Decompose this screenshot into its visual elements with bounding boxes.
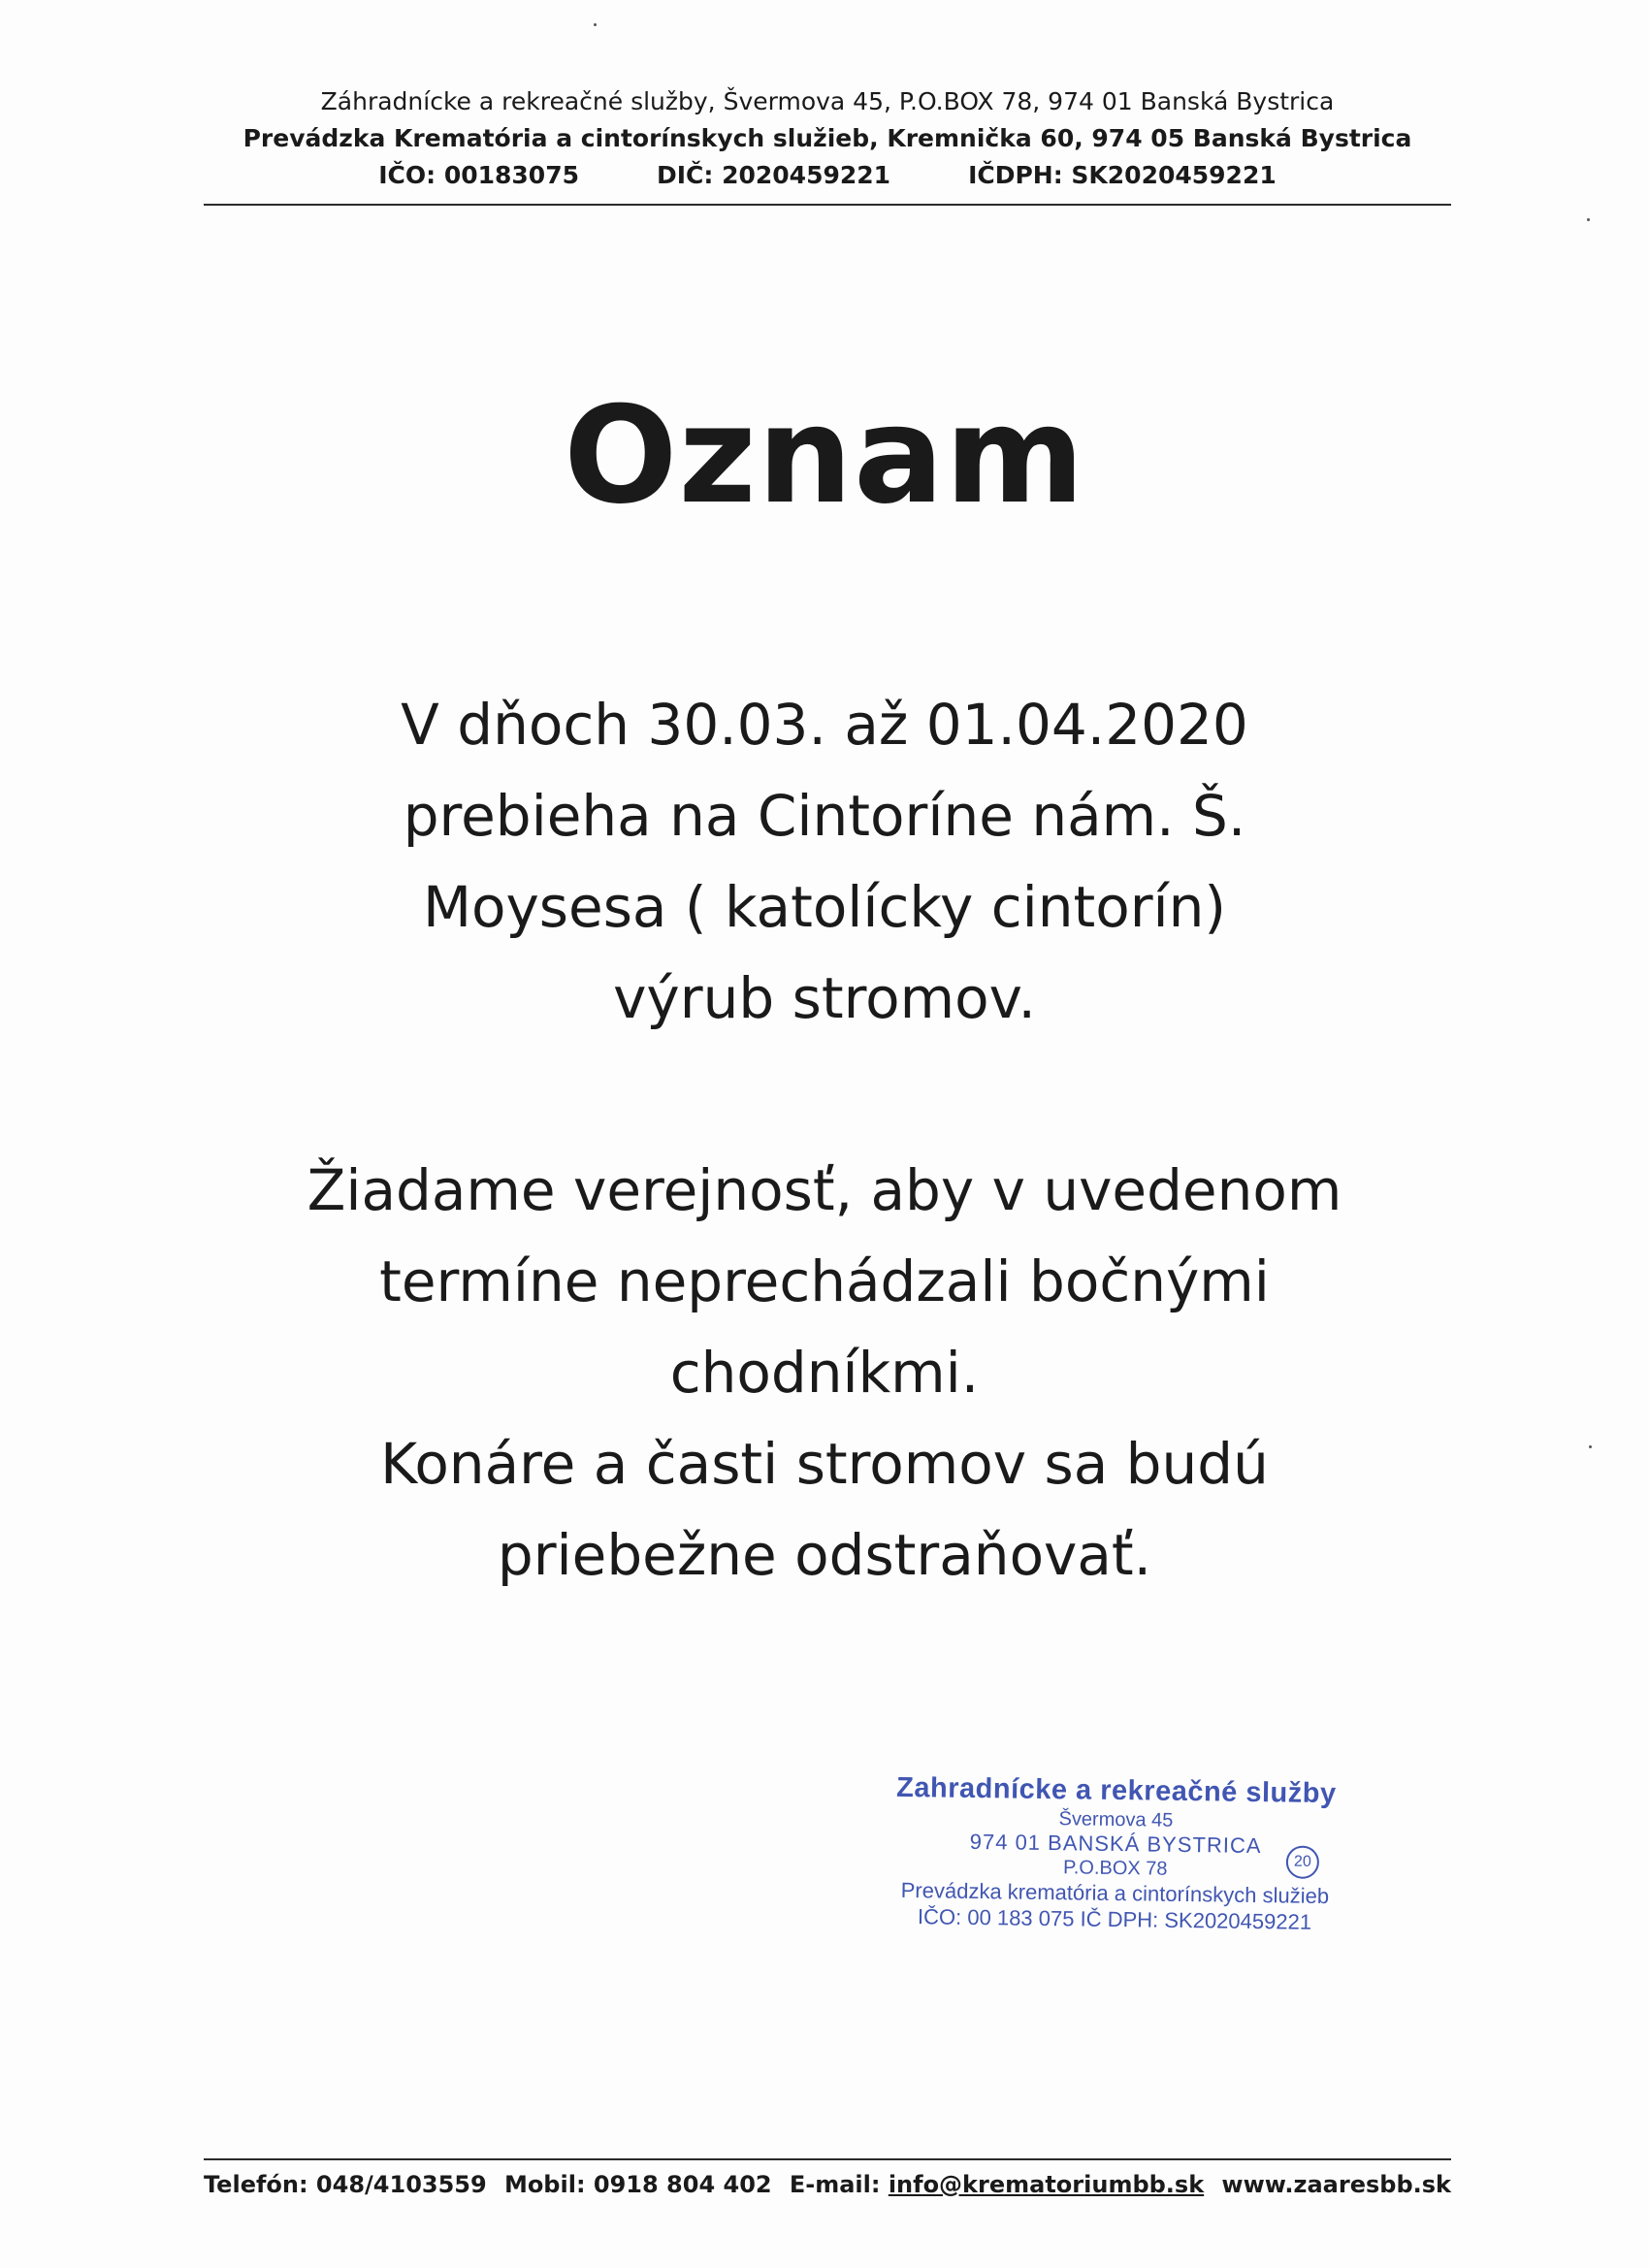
footer-divider — [204, 2158, 1451, 2160]
letterhead-ids — [204, 157, 1451, 194]
paragraph-line: prebieha na Cintoríne nám. Š. — [403, 783, 1246, 849]
paragraph-line: Moysesa ( katolícky cintorín) — [422, 874, 1227, 940]
stamp-facility: Prevádzka krematória a cintorínskych služieb — [900, 1877, 1330, 1909]
footer-phone: Telefón: 048/4103559 — [204, 2171, 487, 2198]
paragraph-line: Žiadame verejnosť, aby v uvedenom — [307, 1157, 1342, 1223]
paragraph-line: termíne neprechádzali bočnými — [379, 1248, 1270, 1314]
notice-title: Oznam — [564, 377, 1085, 534]
header-divider — [204, 204, 1451, 206]
footer-contacts — [204, 2167, 1451, 2202]
paragraph-line: priebežne odstraňovať. — [497, 1522, 1152, 1588]
letterhead — [204, 83, 1451, 194]
paragraph-line: chodníkmi. — [669, 1340, 980, 1406]
paragraph-line: V dňoch 30.03. až 01.04.2020 — [401, 692, 1248, 758]
letterhead-facility-address: Prevádzka Krematória a cintorínskych služieb, Kremnička 60, 974 05 Banská Bystrica — [242, 124, 1412, 152]
dic-number: DIČ: 2020459221 — [657, 161, 891, 189]
notice-paragraph-request — [146, 1145, 1504, 1601]
footer-email-label: E-mail: — [789, 2171, 881, 2198]
scan-speck — [594, 23, 597, 26]
notice-paragraph-dates — [146, 679, 1504, 1044]
stamp-ids: IČO: 00 183 075 IČ DPH: SK2020459221 — [917, 1904, 1312, 1934]
stamp-street: Švermova 45 — [1058, 1808, 1174, 1831]
company-stamp — [882, 1770, 1349, 1936]
letterhead-company-address: Záhradnícke a rekreačné služby, Švermova 45, P.O.BOX 78, 974 01 Banská Bystrica — [320, 87, 1335, 115]
stamp-company-name: Zahradnícke a rekreačné služby — [895, 1771, 1337, 1810]
stamp-number-badge: 20 — [1286, 1845, 1319, 1878]
footer-email-link[interactable]: info@krematoriumbb.sk — [888, 2171, 1205, 2198]
ico-number: IČO: 00183075 — [378, 161, 579, 189]
footer-email-group — [790, 2167, 1204, 2202]
paragraph-line: výrub stromov. — [613, 965, 1036, 1031]
scan-speck — [1587, 218, 1590, 221]
stamp-city: 974 01 BANSKÁ BYSTRICA — [969, 1829, 1262, 1859]
stamp-pobox: P.O.BOX 78 — [1062, 1857, 1168, 1880]
icdph-number: IČDPH: SK2020459221 — [968, 161, 1277, 189]
footer-website[interactable]: www.zaaresbb.sk — [1221, 2171, 1451, 2198]
paragraph-line: Konáre a časti stromov sa budú — [380, 1431, 1269, 1497]
scan-speck — [1589, 1445, 1592, 1448]
footer-mobile: Mobil: 0918 804 402 — [503, 2171, 772, 2198]
